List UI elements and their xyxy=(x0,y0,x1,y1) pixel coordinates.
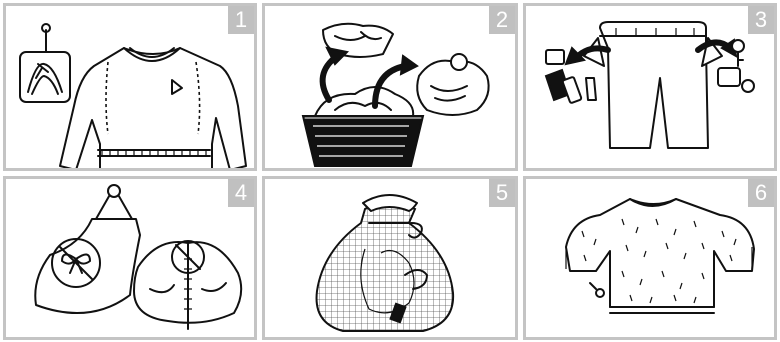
panel-number-6: 6 xyxy=(748,179,774,207)
panel-1 xyxy=(3,3,257,171)
panel-2 xyxy=(262,3,518,171)
panel-number-4: 4 xyxy=(228,179,254,207)
panel-3 xyxy=(523,3,777,171)
panel-6 xyxy=(523,176,777,340)
panel-number-2: 2 xyxy=(489,6,515,34)
untie-strings-close-zippers-icon xyxy=(6,179,254,337)
panel-4 xyxy=(3,176,257,340)
sweater-with-care-label-icon xyxy=(6,6,254,168)
panel-number-5: 5 xyxy=(489,179,515,207)
sort-laundry-basket-icon xyxy=(265,6,515,168)
panel-number-3: 3 xyxy=(748,6,774,34)
panel-5 xyxy=(262,176,518,340)
panel-number-1: 1 xyxy=(228,6,254,34)
laundry-net-bag-icon xyxy=(265,179,515,337)
pilled-sweater-icon xyxy=(526,179,774,337)
empty-pockets-trousers-icon xyxy=(526,6,774,168)
